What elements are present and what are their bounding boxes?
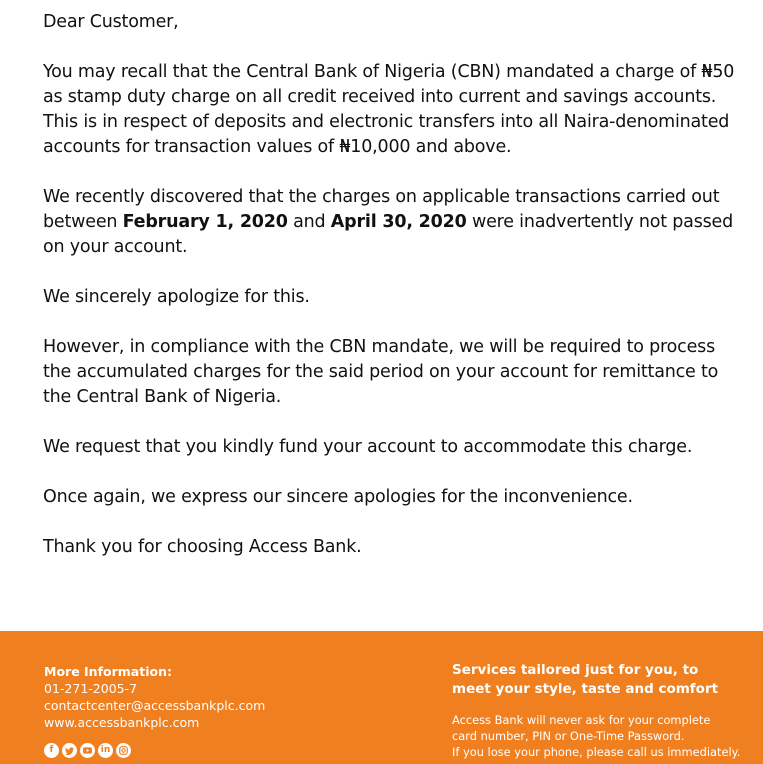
facebook-icon[interactable]: f (44, 743, 59, 758)
paragraph-discovery-and: and (287, 212, 331, 232)
paragraph-apology: We sincerely apologize for this. (43, 287, 310, 307)
instagram-icon[interactable] (116, 743, 131, 758)
letter-body (43, 10, 748, 585)
contact-info (44, 663, 265, 731)
paragraph-discovery (43, 185, 748, 260)
paragraph-discovery-text: We recently discovered that the charges on applicable transactions carried out between (43, 187, 720, 232)
security-notice (452, 661, 752, 760)
paragraph-request: We request that you kindly fund your account to accommodate this charge. (43, 437, 693, 457)
contact-website[interactable]: www.accessbankplc.com (44, 715, 200, 730)
salutation: Dear Customer, (43, 12, 179, 32)
social-icons (44, 743, 131, 758)
notice-line-2: card number, PIN or One-Time Password. (452, 729, 685, 743)
contact-email[interactable]: contactcenter@accessbankplc.com (44, 698, 266, 713)
paragraph-thanks: Thank you for choosing Access Bank. (43, 537, 362, 557)
paragraph-apology-again: Once again, we express our sincere apologies for the inconvenience. (43, 487, 633, 507)
contact-heading: More Information: (44, 664, 172, 679)
paragraph-cbn-mandate: You may recall that the Central Bank of Nigeria (CBN) mandated a charge of ₦50 as stamp duty charge on all credit received into current and savings accounts. This is in respect of deposits and electronic transfers into all Naira-denominated accounts for transaction values of ₦10,000 and above. (43, 62, 735, 157)
twitter-icon[interactable] (62, 743, 77, 758)
start-date: February 1, 2020 (122, 212, 288, 232)
footer-banner (0, 631, 763, 764)
notice-line-1: Access Bank will never ask for your complete (452, 713, 711, 727)
paragraph-compliance: However, in compliance with the CBN mandate, we will be required to process the accumulated charges for the said period on your account for remittance to the Central Bank of Nigeria. (43, 337, 719, 407)
linkedin-icon[interactable]: in (98, 743, 113, 758)
end-date: April 30, 2020 (330, 212, 467, 232)
contact-phone[interactable]: 01-271-2005-7 (44, 681, 138, 696)
youtube-icon[interactable] (80, 743, 95, 758)
tagline: Services tailored just for you, to meet your style, taste and comfort (452, 662, 719, 697)
notice-line-3: If you lose your phone, please call us immediately. (452, 745, 741, 759)
paragraph-discovery-tail: were inadvertently not passed on your account. (43, 212, 734, 257)
notice-text (452, 712, 752, 760)
